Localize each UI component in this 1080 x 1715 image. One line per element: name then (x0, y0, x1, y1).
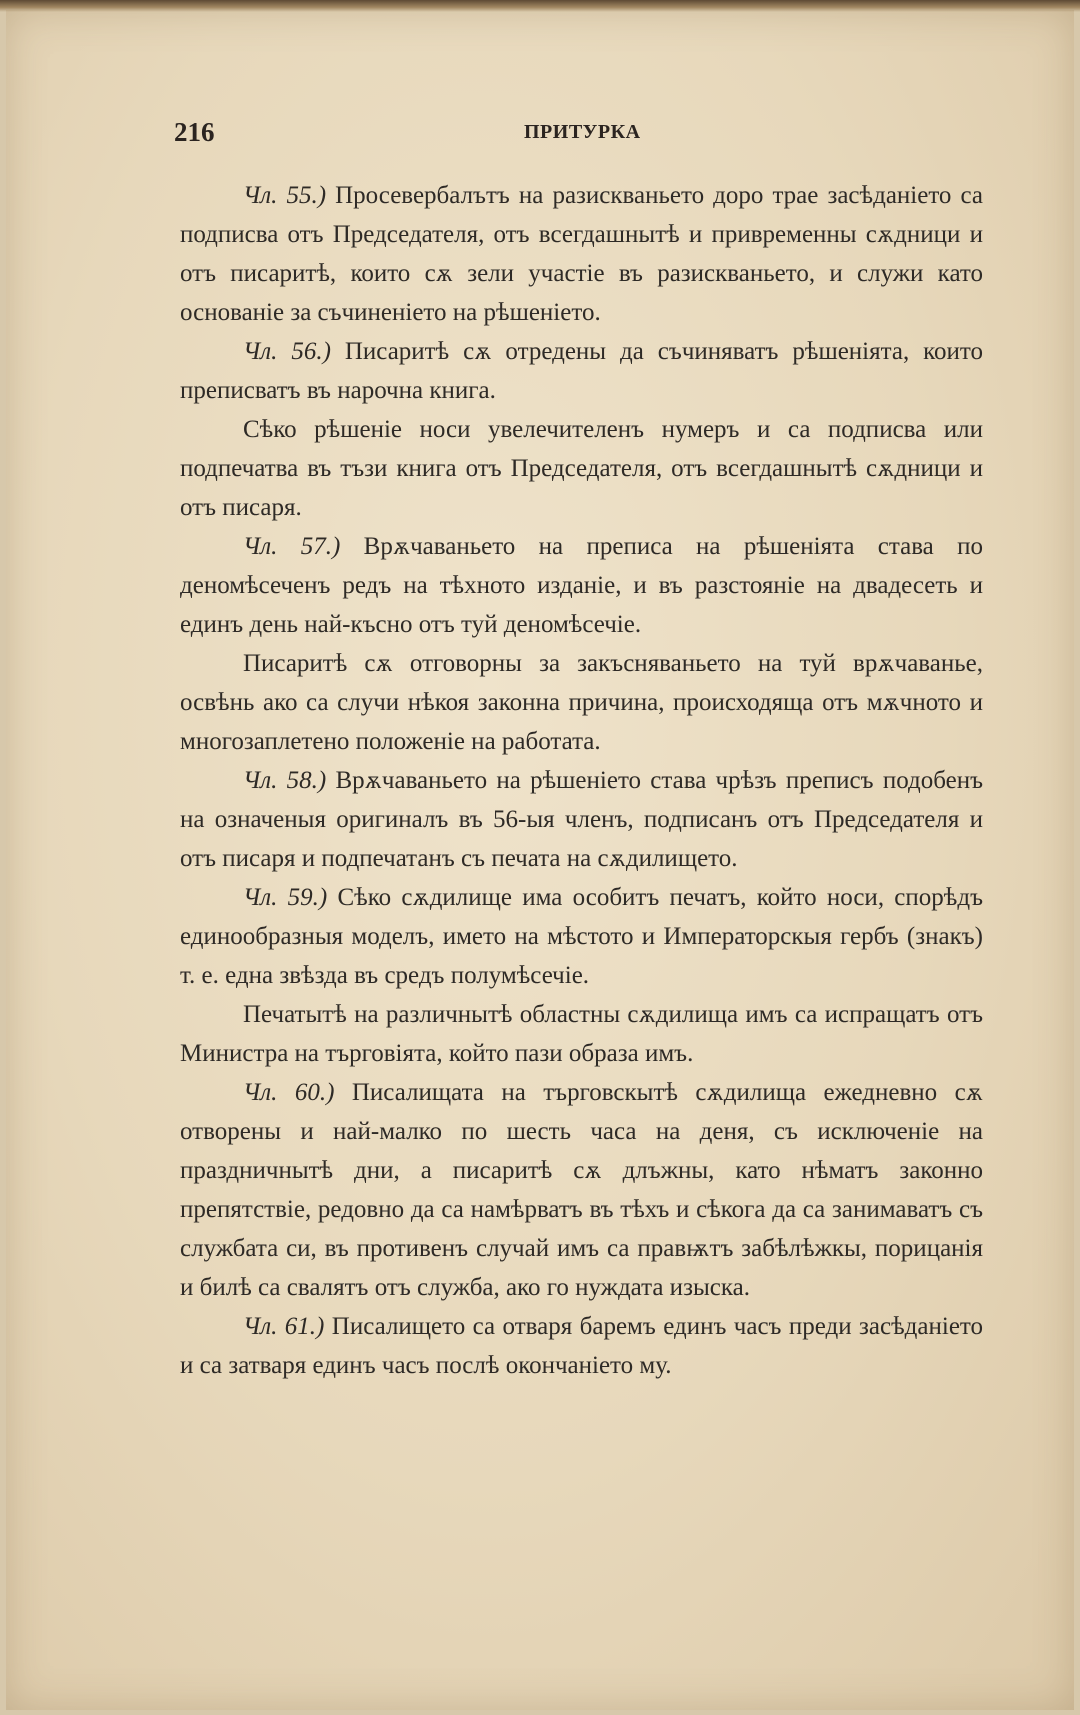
article-55 (180, 176, 983, 332)
paragraph-text: Сѣко рѣшеніе носи увелечителенъ нумеръ и са подписва или подпечатва въ тъзи книга отъ Председателя, отъ всегдашнытѣ сѫдници и отъ писаря. (180, 416, 983, 521)
article-label: Чл. 55.) (243, 182, 327, 209)
page-top-edge (0, 0, 1080, 12)
article-label: Чл. 56.) (243, 338, 331, 365)
paragraph (180, 410, 983, 527)
paragraph-text: Писаритѣ сѫ отговорны за закъсняваньето на туй врѫчаванье, освѣнь ако са случи нѣкоя законна причина, происходяща отъ мѫчното и многозаплетено положеніе на работата. (180, 650, 983, 755)
paragraph (180, 644, 983, 761)
article-59 (180, 878, 983, 995)
article-label: Чл. 59.) (243, 884, 328, 911)
article-text: Сѣко сѫдилище има особитъ печатъ, който носи, спорѣдъ единообразныя моделъ, името на мѣстото и Императорскыя гербъ (знакъ) т. е. една звѣзда въ средъ полумѣсечіе. (180, 884, 984, 989)
article-56 (180, 332, 983, 410)
article-text: Просевербалътъ на разискваньето доро трае засѣданіето са подписва отъ Председателя, отъ всегдашнытѣ и привременны сѫдници и отъ писаритѣ, които сѫ зели участіе въ разискваньето, и служи като основаніе за съчиненіето на рѣшеніето. (180, 182, 983, 326)
article-label: Чл. 61.) (243, 1313, 325, 1340)
paragraph (180, 995, 983, 1073)
article-text: Врѫчаваньето на рѣшеніето става чрѣзъ преписъ подобенъ на означеныя оригиналъ въ 56-ыя членъ, подписанъ отъ Председателя и отъ писаря и подпечатанъ съ печата на сѫдилището. (180, 767, 983, 872)
page-number: 216 (174, 117, 215, 147)
article-60 (180, 1073, 983, 1307)
article-label: Чл. 57.) (243, 533, 341, 560)
body-text (180, 176, 983, 1385)
article-text: Врѫчаваньето на преписа на рѣшеніята става по деномѣсеченъ редъ на тѣхното изданіе, и въ разстояніе на двадесеть и единъ день най-късно отъ туй деномѣсечіе. (180, 533, 983, 638)
running-head: ПРИТУРКА (524, 121, 641, 143)
article-text: Писаритѣ сѫ отредены да съчиняватъ рѣшеніята, които преписватъ въ нарочна книга. (180, 338, 983, 404)
article-61 (180, 1307, 983, 1385)
article-58 (180, 761, 983, 878)
article-label: Чл. 60.) (243, 1079, 335, 1106)
article-label: Чл. 58.) (243, 767, 327, 794)
page-header (174, 117, 641, 153)
article-text: Писалището са отваря баремъ единъ часъ преди засѣданіето и са затваря единъ часъ послѣ окончаніето му. (180, 1313, 984, 1379)
paragraph-text: Печатытѣ на различнытѣ областны сѫдилища имъ са испращатъ отъ Министра на търговіята, който пази образа имъ. (180, 1001, 983, 1067)
article-text: Писалищата на търговскытѣ сѫдилища ежедневно сѫ отворены и най-малко по шесть часа на деня, съ исключеніе на праздничнытѣ дни, а писаритѣ сѫ длъжны, като нѣматъ законно препятствіе, редовно да са намѣрватъ въ тѣхъ и сѣкога да са занимаватъ съ службата си, въ противенъ случай имъ са правѭтъ забѣлѣжкы, порицанія и билѣ са свалятъ отъ служба, ако го нуждата изыска. (180, 1079, 984, 1301)
article-57 (180, 527, 983, 644)
